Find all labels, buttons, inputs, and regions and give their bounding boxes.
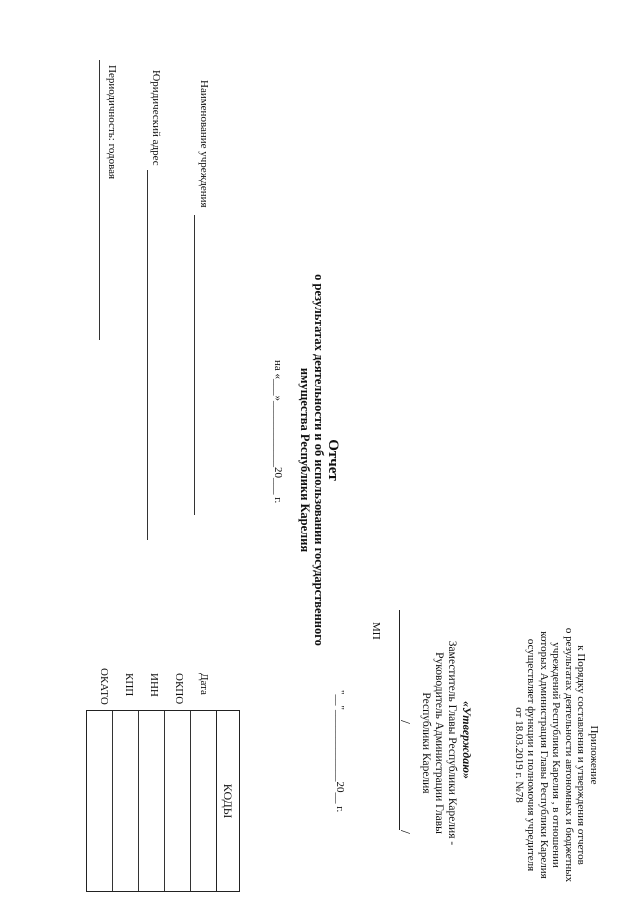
approver-role-line: Заместитель Главы Республики Карелия -	[446, 640, 458, 846]
signature-slash: /	[397, 720, 412, 724]
approval-header-line: о результатах деятельности автономных и бюджетных	[563, 627, 575, 883]
report-title	[298, 250, 340, 670]
code-label-okpo: ОКПО	[173, 673, 185, 705]
extra-field-line[interactable]	[99, 60, 100, 340]
code-value-cell[interactable]	[190, 711, 216, 891]
title-word: Отчет	[325, 439, 341, 481]
approval-header-line: Приложение	[588, 725, 600, 785]
approval-header-line: которых Администрация Главы Республики Карелия	[538, 631, 550, 879]
code-label-kpp: КПП	[123, 673, 135, 697]
code-value-cell[interactable]	[164, 711, 190, 891]
address-field[interactable]	[147, 170, 148, 540]
approval-header-line: от 18.03.2019 г. №78	[513, 707, 525, 803]
institution-field[interactable]	[194, 215, 195, 515]
code-value-cell[interactable]	[138, 711, 164, 891]
code-label-inn: ИНН	[148, 673, 160, 697]
title-line: имущества Республики Карелия	[298, 367, 312, 553]
report-date[interactable]: на «___»____________20___ г.	[272, 360, 284, 504]
code-value-cell[interactable]	[112, 711, 138, 891]
approve-title: «Утверждаю»	[460, 700, 474, 780]
approver-role-line: Руководитель Администрации Главы	[433, 652, 445, 834]
stamp-label: МП	[370, 622, 382, 640]
institution-label: Наименование учреждения	[198, 80, 210, 208]
codes-table	[86, 710, 240, 892]
address-label: Юридический адрес	[150, 70, 162, 166]
approver-role-line: Республики Карелия	[420, 692, 432, 794]
title-line: о результатах деятельности и об использовании государственного	[312, 274, 326, 646]
approver-role	[419, 618, 458, 868]
code-value-cell[interactable]	[87, 711, 112, 891]
approval-header-line: к Порядку составления и утверждения отчетов	[575, 645, 588, 865]
code-label-okato: ОКАТО	[98, 668, 110, 705]
code-label-date: Дата	[198, 673, 210, 695]
approval-header-line: учреждений Республики Карелия , в отношении	[550, 642, 563, 868]
period-label: Периодичность: годовая	[106, 65, 118, 180]
signature-slash: /	[397, 830, 412, 834]
approval-header	[513, 600, 601, 910]
approval-header-line: осуществляет функции и полномочия учредителя	[525, 638, 538, 872]
approval-date[interactable]: "__"_____________20__ г.	[334, 690, 346, 813]
codes-header: КОДЫ	[216, 711, 239, 891]
